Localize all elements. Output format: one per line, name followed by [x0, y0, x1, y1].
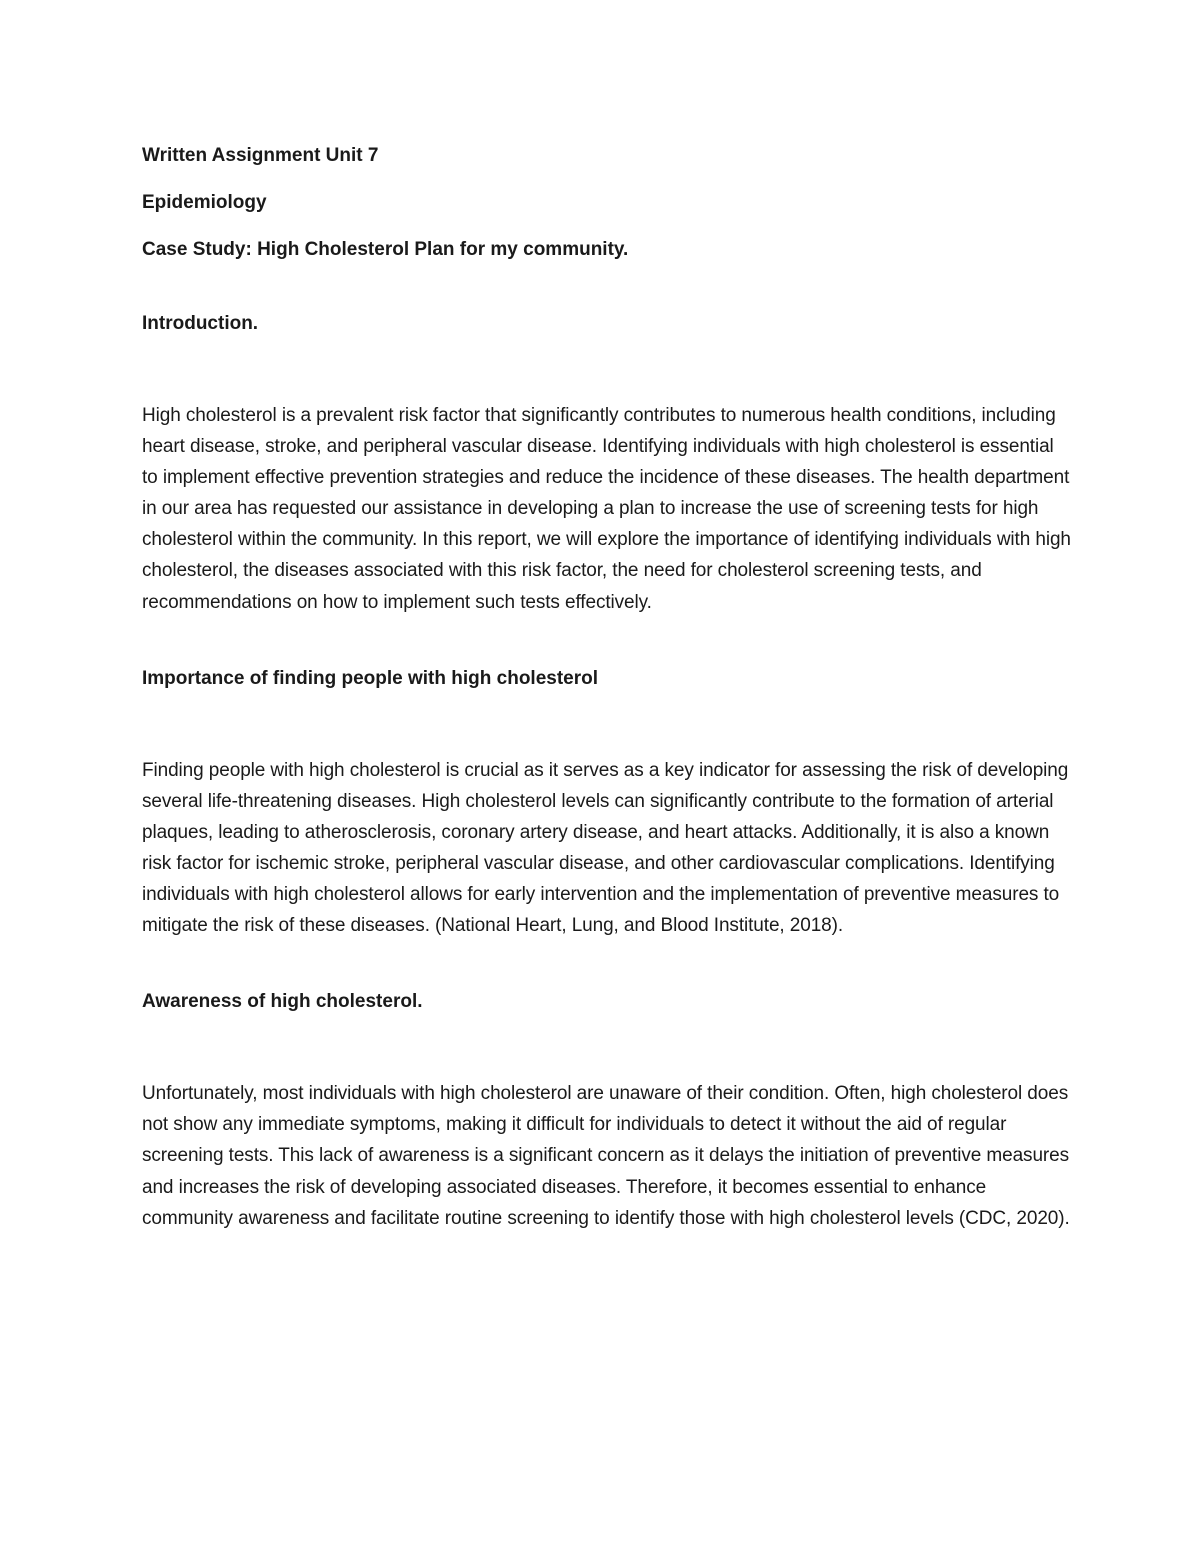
assignment-title: Written Assignment Unit 7 [142, 145, 379, 166]
section-heading-importance: Importance of finding people with high cholesterol [142, 667, 599, 689]
section-heading-awareness: Awareness of high cholesterol. [142, 991, 423, 1013]
section-paragraph-importance: Finding people with high cholesterol is crucial as it serves as a key indicator for assessing the risk of developing several life-threatening diseases. High cholesterol levels can significantly contribute to the formation of arterial plaques, leading to atherosclerosis, coronary artery disease, and heart attacks. Additionally, it is also a known risk factor for ischemic stroke, peripheral vascular disease, and other cardiovascular complications. Identifying individuals with high cholesterol allows for early intervention and the implementation of preventive measures to mitigate the risk of these diseases. (National Heart, Lung, and Blood Institute, 2018). [142, 759, 1069, 937]
section-paragraph-awareness: Unfortunately, most individuals with high cholesterol are unaware of their condition. Often, high cholesterol does not show any immediate symptoms, making it difficult for individuals to detect it without the aid of regular screening tests. This lack of awareness is a significant concern as it delays the initiation of preventive measures and increases the risk of developing associated diseases. Therefore, it becomes essential to enhance community awareness and facilitate routine screening to identify those with high cholesterol levels (CDC, 2020). [142, 1083, 1070, 1229]
course-name: Epidemiology [142, 192, 267, 213]
document-body [142, 140, 1072, 1234]
case-study-title: Case Study: High Cholesterol Plan for my community. [142, 239, 629, 260]
section-heading-introduction: Introduction. [142, 313, 259, 334]
section-paragraph-introduction: High cholesterol is a prevalent risk factor that significantly contributes to numerous health conditions, including heart disease, stroke, and peripheral vascular disease. Identifying individuals with high cholesterol is essential to implement effective prevention strategies and reduce the incidence of these diseases. The health department in our area has requested our assistance in developing a plan to increase the use of screening tests for high cholesterol within the community. In this report, we will explore the importance of identifying individuals with high cholesterol, the diseases associated with this risk factor, the need for cholesterol screening tests, and recommendations on how to implement such tests effectively. [142, 405, 1071, 613]
